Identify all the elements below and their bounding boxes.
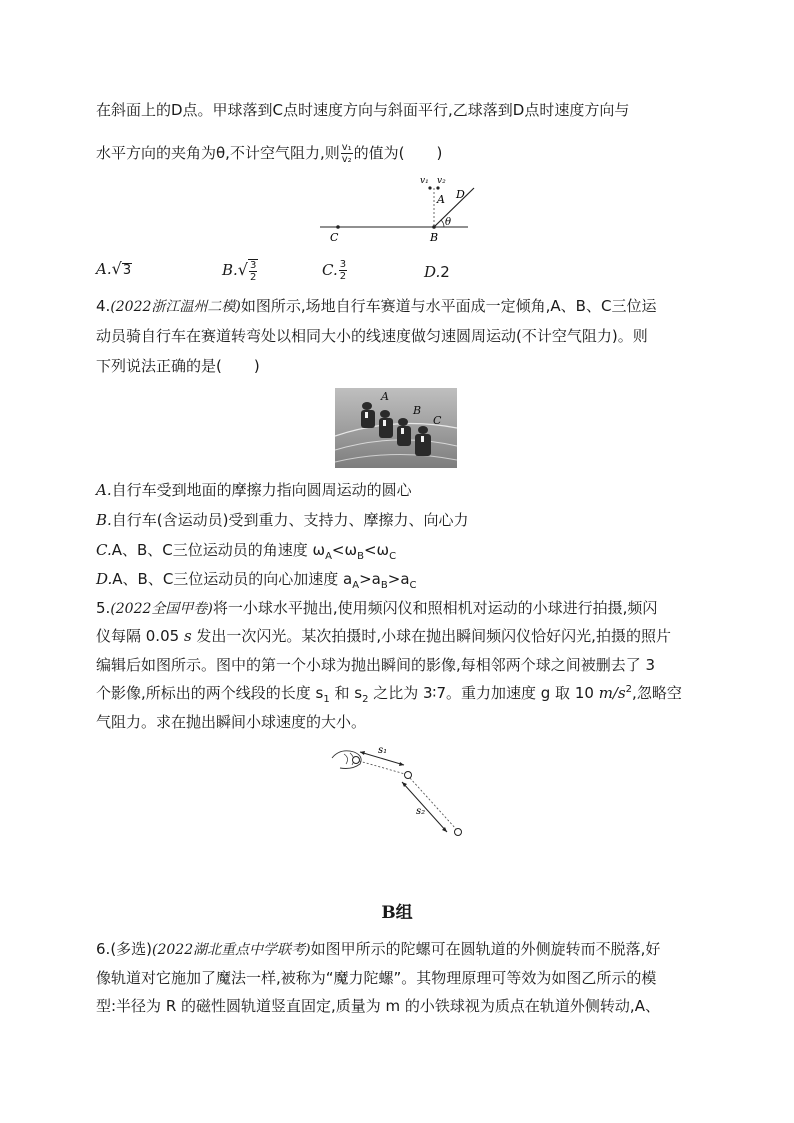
point-c	[336, 225, 340, 229]
projectile-incline-diagram	[310, 172, 490, 244]
fraction-numerator: v₁	[341, 142, 352, 153]
label-theta: θ	[445, 217, 452, 228]
cycling-track-photo	[335, 388, 457, 468]
radicand: 3	[122, 263, 132, 278]
option-letter: D.	[424, 263, 441, 281]
theta-arc	[441, 220, 444, 227]
q5-text: 发出一次闪光。某次拍摄时,小球在抛出瞬间频闪仪恰好闪光,拍摄的照片	[191, 627, 671, 645]
photo-label-c: C	[433, 414, 442, 427]
question-number: 5.	[96, 599, 111, 617]
q4-line-3-text: 下列说法正确的是(	[96, 357, 222, 375]
q4-line-3	[96, 356, 260, 376]
ball-start	[353, 757, 360, 764]
s2-dashed-line	[410, 778, 456, 829]
q5-text: 将一小球水平抛出,使用频闪仪和照相机对运动的小球进行拍摄,频闪	[212, 599, 658, 617]
question-source: (2022全国甲卷)	[110, 601, 213, 617]
option-letter: B.	[96, 511, 112, 529]
question-type: (多选)	[110, 940, 153, 958]
label-v2: v₂	[437, 176, 446, 186]
question-number: 4.	[96, 297, 111, 315]
option-text: 自行车受到地面的摩擦力指向圆周运动的圆心	[111, 481, 412, 499]
option-text: 自行车(含运动员)受到重力、支持力、摩擦力、向心力	[111, 511, 469, 529]
option-text: <ω	[363, 541, 390, 559]
q5-line-3: 编辑后如图所示。图中的第一个小球为抛出瞬间的影像,每相邻两个球之间被删去了 3	[96, 656, 656, 674]
label-s2: s₂	[416, 806, 426, 817]
option-text: A、B、C三位运动员的角速度 ω	[111, 541, 326, 559]
q4-option-d	[96, 569, 417, 589]
q5-text: 之比为 3∶7。重力加速度 g 取 10	[368, 684, 599, 702]
label-v1: v₁	[420, 176, 429, 186]
subscript: C	[409, 580, 417, 591]
ball-end	[455, 829, 462, 836]
question-source: (2022湖北重点中学联考)	[152, 942, 311, 958]
fraction-numerator: 3	[250, 260, 257, 271]
question-source: (2022浙江温州二模)	[110, 299, 241, 315]
q6-text: 如图甲所示的陀螺可在圆轨道的外侧旋转而不脱落,好	[310, 940, 661, 958]
q3-option-b	[222, 259, 258, 283]
unit: m/s	[598, 684, 626, 702]
subscript: 1	[323, 694, 330, 705]
label-a: A	[437, 193, 445, 206]
q5-line-5: 气阻力。求在抛出瞬间小球速度的大小。	[96, 713, 367, 731]
q4-option-c	[96, 540, 396, 560]
fraction-denominator: 2	[250, 272, 257, 283]
option-letter: A.	[96, 481, 112, 499]
q5-line-2	[96, 626, 671, 646]
subscript: 2	[362, 694, 369, 705]
q3-option-d	[424, 262, 450, 282]
subscript: A	[325, 551, 332, 562]
q4-line-1	[96, 296, 656, 317]
question-number: 6.	[96, 940, 111, 958]
point-b	[432, 225, 436, 229]
q3-line-1: 在斜面上的D点。甲球落到C点时速度方向与斜面平行,乙球落到D点时速度方向与	[96, 101, 630, 119]
label-s1: s₁	[378, 745, 388, 756]
option-text: >a	[359, 570, 381, 588]
radical-sign: √	[111, 259, 122, 278]
section-heading-b: B组	[381, 903, 413, 923]
q3-line-2	[96, 142, 442, 165]
q5-text: 个影像,所标出的两个线段的长度 s	[96, 684, 324, 702]
subscript: A	[352, 580, 360, 591]
fraction-numerator: 3	[339, 259, 347, 270]
flash-photo-diagram	[330, 740, 475, 840]
ball-middle	[405, 772, 412, 779]
option-letter: B.	[222, 261, 238, 279]
subscript: B	[380, 580, 388, 591]
superscript: 2	[625, 684, 633, 695]
q3-option-a	[96, 259, 132, 279]
q6-line-2: 像轨道对它施加了魔法一样,被称为“魔力陀螺”。其物理原理可等效为如图乙所示的模	[96, 969, 657, 987]
option-text: <ω	[331, 541, 358, 559]
s1-arrowhead-left	[360, 751, 365, 755]
photo-label-b: B	[413, 404, 422, 417]
radical-sign: √	[237, 260, 248, 279]
q4-line-2: 动员骑自行车在赛道转弯处以相同大小的线速度做匀速圆周运动(不计空气阻力)。则	[96, 327, 648, 345]
q5-line-4	[96, 683, 682, 703]
q5-text: 和 s	[329, 684, 363, 702]
ball-2	[436, 186, 439, 189]
q3-option-c	[322, 259, 348, 282]
q5-line-1	[96, 598, 657, 619]
q6-line-3: 型:半径为 R 的磁性圆轨道竖直固定,质量为 m 的小铁球视为质点在轨道外侧转动,A、	[96, 997, 660, 1015]
q6-line-1	[96, 939, 660, 960]
subscript: B	[357, 551, 364, 562]
q4-option-a	[96, 480, 412, 500]
ball-1	[428, 186, 431, 189]
q3-line-2-text: 水平方向的夹角为θ,不计空气阻力,则	[96, 144, 340, 162]
q5-text: ,忽略空	[632, 684, 682, 702]
label-c: C	[330, 231, 339, 244]
subscript: C	[389, 551, 397, 562]
label-b: B	[430, 231, 439, 244]
q4-option-b	[96, 510, 469, 530]
fraction-denominator: v₂	[341, 154, 352, 165]
option-value: 2	[440, 263, 450, 281]
q4-paren-close: )	[253, 357, 260, 375]
v1-over-v2-fraction	[341, 142, 353, 165]
option-letter: C.	[322, 261, 338, 279]
q3-line-2-tail: 的值为(	[353, 144, 405, 162]
option-text: A、B、C三位运动员的向心加速度 a	[112, 570, 353, 588]
option-text: >a	[387, 570, 410, 588]
label-d: D	[456, 188, 465, 201]
photo-label-a: A	[381, 390, 389, 403]
unit: s	[183, 627, 192, 645]
s1-arrowhead-right	[399, 762, 404, 766]
fraction-denominator: 2	[339, 271, 347, 282]
option-letter: D.	[96, 570, 113, 588]
q5-text: 仪每隔 0.05	[96, 627, 184, 645]
option-letter: A.	[96, 260, 112, 278]
q4-text: 如图所示,场地自行车赛道与水平面成一定倾角,A、B、C三位运	[240, 297, 657, 315]
cycling-track-illustration	[335, 388, 457, 468]
option-letter: C.	[96, 541, 112, 559]
q3-paren-close: )	[436, 144, 443, 162]
